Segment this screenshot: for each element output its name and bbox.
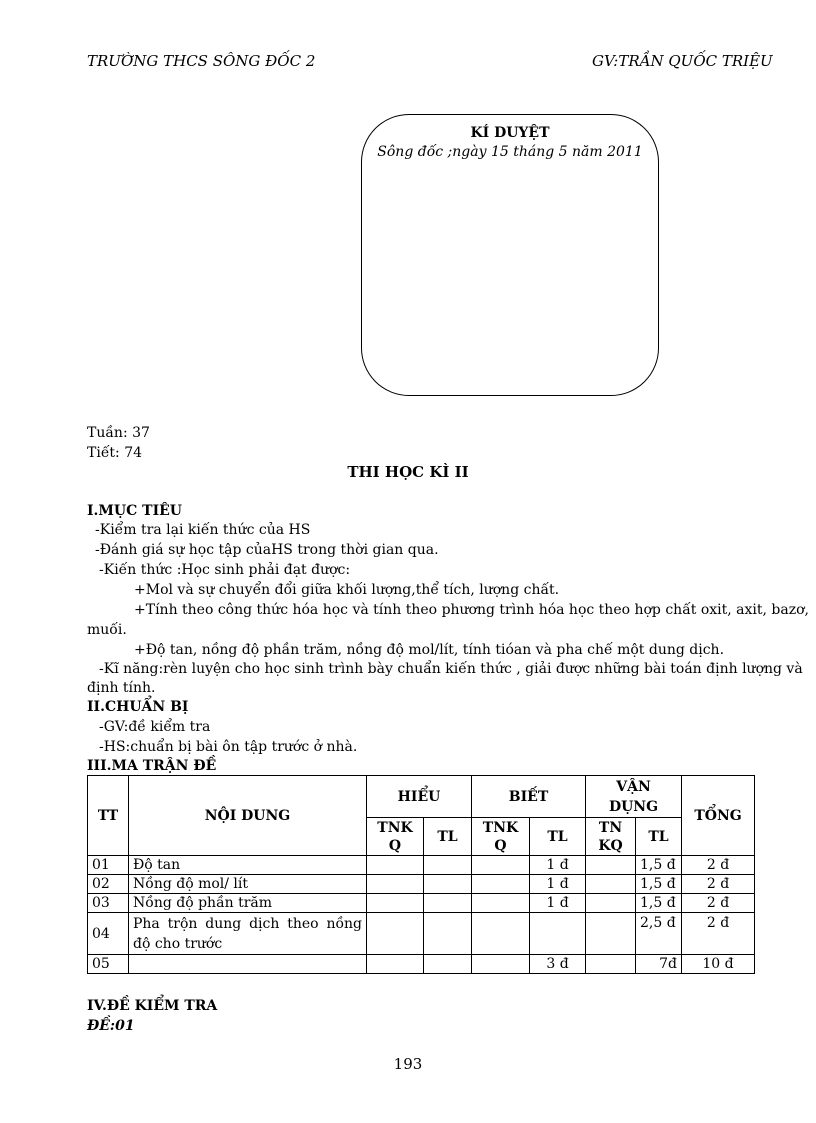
- header-tt: TT: [88, 776, 129, 856]
- cell-biet-tnkq: [472, 856, 530, 875]
- cell-hieu-tl: [424, 955, 472, 974]
- period-label: Tiết: 74: [87, 445, 143, 461]
- cell-tt: 04: [88, 913, 129, 955]
- cell-vd-tl: 1,5 đ: [636, 856, 682, 875]
- header-understand-tnkq: TNK Q: [367, 818, 424, 856]
- header-know-tnkq: TNK Q: [472, 818, 530, 856]
- objective-line: định tính.: [87, 680, 156, 696]
- teacher-name: GV:TRẦN QUỐC TRIỆU: [592, 52, 773, 70]
- cell-biet-tl: 3 đ: [530, 955, 586, 974]
- objectives-heading: I.MỤC TIÊU: [87, 503, 182, 519]
- header-total: TỔNG: [682, 776, 755, 856]
- header-apply: VẬN DỤNG: [586, 776, 682, 818]
- cell-biet-tl: 1 đ: [530, 856, 586, 875]
- cell-vd-tl: 1,5 đ: [636, 875, 682, 894]
- cell-vd-tl: 1,5 đ: [636, 894, 682, 913]
- cell-content: [129, 955, 367, 974]
- cell-tt: 05: [88, 955, 129, 974]
- cell-total: 2 đ: [682, 856, 755, 875]
- cell-vd-tnkq: [586, 955, 636, 974]
- objective-line: -Kiến thức :Học sinh phải đạt được:: [99, 562, 351, 578]
- header-know: BIẾT: [472, 776, 586, 818]
- page-number: 193: [393, 1055, 423, 1073]
- cell-biet-tl: [530, 913, 586, 955]
- objective-line: -Kĩ năng:rèn luyện cho học sinh trình bày chuẩn kiến thức , giải được những bài toán định lượng và: [99, 661, 803, 677]
- cell-hieu-tl: [424, 894, 472, 913]
- exam-heading: IV.ĐỀ KIỂM TRA: [87, 998, 218, 1014]
- approval-box: [361, 114, 659, 396]
- objective-line: -Đánh giá sự học tập củaHS trong thời gian qua.: [95, 542, 439, 558]
- cell-hieu-tnkq: [367, 894, 424, 913]
- cell-hieu-tnkq: [367, 913, 424, 955]
- objective-line: +Tính theo công thức hóa học và tính theo phương trình hóa học theo hợp chất oxit, axit, bazơ,: [134, 602, 809, 618]
- preparation-line: -HS:chuẩn bị bài ôn tập trước ở nhà.: [99, 739, 358, 755]
- cell-biet-tl: 1 đ: [530, 875, 586, 894]
- cell-biet-tnkq: [472, 875, 530, 894]
- header-understand-tl: TL: [424, 818, 472, 856]
- exam-subheading: ĐỀ:01: [87, 1018, 135, 1034]
- cell-vd-tl: 7đ: [636, 955, 682, 974]
- cell-tt: 02: [88, 875, 129, 894]
- header-know-tl: TL: [530, 818, 586, 856]
- cell-vd-tnkq: [586, 856, 636, 875]
- cell-biet-tnkq: [472, 913, 530, 955]
- cell-total: 2 đ: [682, 894, 755, 913]
- cell-vd-tnkq: [586, 913, 636, 955]
- table-row: [88, 955, 755, 974]
- cell-hieu-tnkq: [367, 955, 424, 974]
- objective-line: muối.: [87, 622, 127, 638]
- approval-date: Sông đốc ;ngày 15 tháng 5 năm 2011: [377, 144, 643, 160]
- cell-hieu-tnkq: [367, 856, 424, 875]
- cell-vd-tnkq: [586, 875, 636, 894]
- cell-content: Nồng độ phần trăm: [129, 894, 367, 913]
- objective-line: -Kiểm tra lại kiến thức của HS: [95, 522, 311, 538]
- week-label: Tuần: 37: [87, 425, 150, 441]
- table-row: [88, 856, 755, 875]
- cell-biet-tl: 1 đ: [530, 894, 586, 913]
- approval-title: KÍ DUYỆT: [470, 125, 550, 141]
- cell-content: Độ tan: [129, 856, 367, 875]
- cell-tt: 03: [88, 894, 129, 913]
- table-row: [88, 894, 755, 913]
- objective-line: +Mol và sự chuyển đổi giữa khối lượng,thể tích, lượng chất.: [134, 582, 560, 598]
- header-apply-tnkq: TN KQ: [586, 818, 636, 856]
- table-row: [88, 913, 755, 955]
- header-apply-tl: TL: [636, 818, 682, 856]
- cell-vd-tl: 2,5 đ: [636, 913, 682, 955]
- header-understand: HIỂU: [367, 776, 472, 818]
- objective-line: +Độ tan, nồng độ phần trăm, nồng độ mol/lít, tính tióan và pha chế một dung dịch.: [134, 642, 725, 658]
- preparation-heading: II.CHUẨN BỊ: [87, 699, 189, 715]
- cell-content: Nồng độ mol/ lít: [129, 875, 367, 894]
- cell-hieu-tl: [424, 913, 472, 955]
- cell-total: 2 đ: [682, 913, 755, 955]
- matrix-heading: III.MA TRẬN ĐỀ: [87, 758, 217, 774]
- cell-biet-tnkq: [472, 894, 530, 913]
- cell-total: 2 đ: [682, 875, 755, 894]
- cell-content: Pha trộn dung dịch theo nồng độ cho trước: [129, 913, 367, 955]
- cell-vd-tnkq: [586, 894, 636, 913]
- cell-total: 10 đ: [682, 955, 755, 974]
- matrix-table: [87, 775, 755, 974]
- cell-hieu-tl: [424, 856, 472, 875]
- cell-biet-tnkq: [472, 955, 530, 974]
- cell-hieu-tnkq: [367, 875, 424, 894]
- preparation-line: -GV:đề kiểm tra: [99, 719, 211, 735]
- school-name: TRƯỜNG THCS SÔNG ĐỐC 2: [87, 52, 316, 70]
- cell-hieu-tl: [424, 875, 472, 894]
- page-title: THI HỌC KÌ II: [347, 463, 469, 481]
- cell-tt: 01: [88, 856, 129, 875]
- header-content: NỘI DUNG: [129, 776, 367, 856]
- table-row: [88, 875, 755, 894]
